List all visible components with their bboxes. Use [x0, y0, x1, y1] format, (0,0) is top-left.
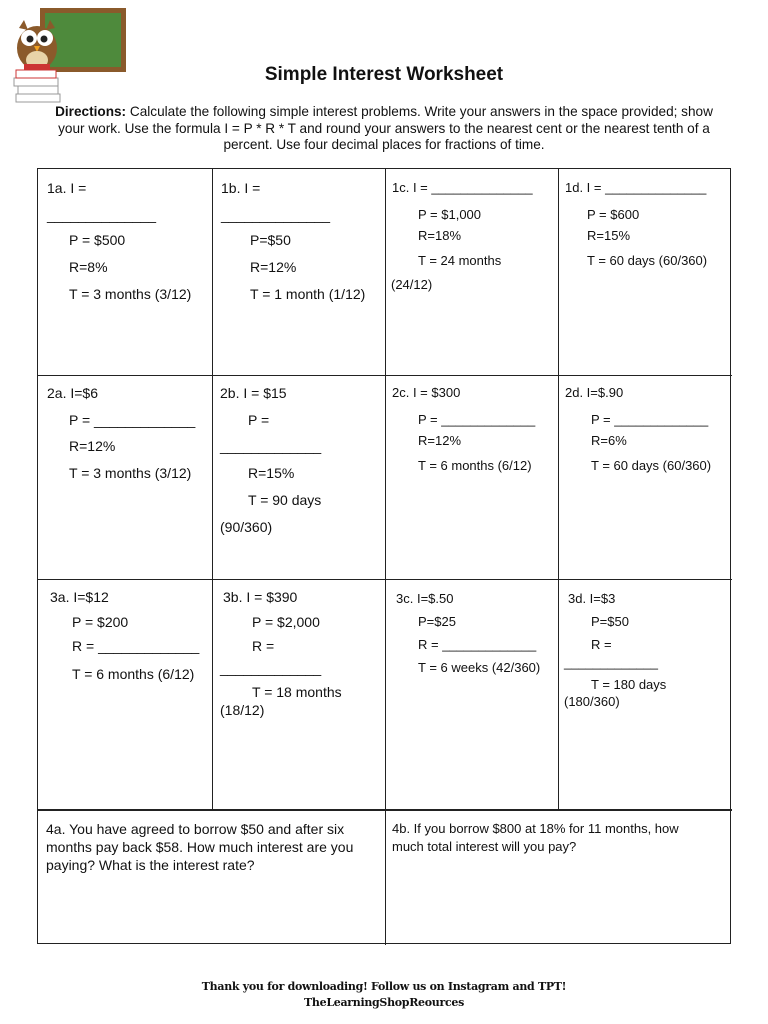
problem-1d-principal: P = $600 [587, 207, 640, 222]
problem-2c [386, 376, 558, 579]
problem-1b-rate: R=12% [250, 259, 297, 275]
problem-2b-rate: R=15% [248, 465, 295, 481]
problem-1b-principal: P=$50 [250, 232, 291, 248]
problem-3b-rate: R = [252, 638, 275, 654]
problem-1a-principal: P = $500 [69, 232, 126, 248]
problem-3b-principal: P = $2,000 [252, 614, 320, 630]
problem-1c-rate: R=18% [418, 228, 461, 243]
problem-2a-principal-blank[interactable]: P = _____________ [69, 412, 196, 428]
footer-line1: Thank you for downloading! Follow us on Instagram and TPT! [201, 980, 567, 993]
problem-2b-time: T = 90 days [248, 492, 322, 508]
problem-2d-line1: 2d. I=$.90 [565, 385, 624, 400]
page-title: Simple Interest Worksheet [264, 64, 504, 85]
problem-1b-time: T = 1 month (1/12) [250, 286, 366, 302]
problem-1c-line1[interactable]: 1c. I = ______________ [392, 180, 533, 195]
footer-line2: TheLearningShopReources [304, 996, 464, 1009]
directions-label: Directions: [55, 104, 127, 119]
problem-2c-rate: R=12% [418, 433, 461, 448]
problem-2c-line1: 2c. I = $300 [392, 385, 461, 400]
problem-3d-rate-blank[interactable]: _____________ [564, 655, 658, 670]
problem-1c [386, 169, 558, 375]
problem-3a [38, 580, 212, 809]
problem-1a-rate: R=8% [69, 259, 108, 275]
problem-3d-rate: R = [591, 637, 612, 652]
worksheet-table [37, 168, 731, 944]
problem-1b-answer-blank[interactable]: ______________ [221, 207, 331, 223]
problem-2b-time-fraction: (90/360) [220, 519, 273, 535]
problem-2d-rate: R=6% [591, 433, 627, 448]
problem-2a [38, 376, 212, 579]
problem-3b [213, 580, 385, 809]
problem-2d [559, 376, 732, 579]
problem-3d-line1: 3d. I=$3 [568, 591, 616, 606]
problem-1a-line1: 1a. I = [47, 180, 87, 196]
problem-4b [386, 811, 732, 945]
problem-3c [386, 580, 558, 809]
problem-2c-principal-blank[interactable]: P = _____________ [418, 412, 536, 427]
problem-1c-time: T = 24 months [418, 253, 502, 268]
problem-3b-line1: 3b. I = $390 [223, 589, 298, 605]
problem-3c-rate-blank[interactable]: R = _____________ [418, 637, 537, 652]
problem-3c-time: T = 6 weeks (42/360) [418, 660, 541, 675]
owl-chalkboard-logo [10, 6, 130, 112]
problem-1b-line1: 1b. I = [221, 180, 261, 196]
problem-1d [559, 169, 732, 375]
problem-3b-time: T = 18 months [252, 684, 342, 700]
problem-1c-principal: P = $1,000 [418, 207, 482, 222]
directions [46, 104, 722, 154]
problem-4a [38, 811, 385, 945]
problem-2c-time: T = 6 months (6/12) [418, 458, 532, 473]
problem-1a-answer-blank[interactable]: ______________ [47, 207, 157, 223]
problem-1a [38, 169, 212, 375]
problem-3b-rate-blank[interactable]: _____________ [220, 660, 322, 676]
problem-3c-principal: P=$25 [418, 614, 456, 629]
problem-1c-time-fraction: (24/12) [391, 277, 433, 292]
problem-2a-line1: 2a. I=$6 [47, 385, 98, 401]
problem-4a-text: 4a. You have agreed to borrow $50 and after six months pay back $58. How much interest are you paying? What is the interest rate? [46, 821, 354, 873]
problem-3c-line1: 3c. I=$.50 [396, 591, 454, 606]
problem-2a-time: T = 3 months (3/12) [69, 465, 192, 481]
problem-1b [213, 169, 385, 375]
problem-2a-rate: R=12% [69, 438, 116, 454]
problem-1a-time: T = 3 months (3/12) [69, 286, 192, 302]
problem-2b-principal-blank[interactable]: _____________ [220, 438, 322, 454]
problem-3a-rate-blank[interactable]: R = _____________ [72, 638, 200, 654]
problem-2b [213, 376, 385, 579]
problem-2d-principal-blank[interactable]: P = _____________ [591, 412, 709, 427]
problem-2d-time: T = 60 days (60/360) [591, 458, 712, 473]
problem-2b-line1: 2b. I = $15 [220, 385, 287, 401]
problem-1d-time: T = 60 days (60/360) [587, 253, 708, 268]
problem-3b-time-fraction: (18/12) [220, 702, 265, 718]
problem-2b-principal: P = [248, 412, 270, 428]
problem-3a-time: T = 6 months (6/12) [72, 666, 195, 682]
problem-3d-principal: P=$50 [591, 614, 629, 629]
problem-3d-time: T = 180 days [591, 677, 667, 692]
problem-1d-line1[interactable]: 1d. I = ______________ [565, 180, 707, 195]
problem-4b-text: 4b. If you borrow $800 at 18% for 11 months, how much total interest will you pay? [392, 821, 679, 854]
problem-3a-line1: 3a. I=$12 [50, 589, 109, 605]
problem-3d [559, 580, 732, 809]
problem-1d-rate: R=15% [587, 228, 630, 243]
directions-text: Calculate the following simple interest problems. Write your answers in the space provided; show your work. Use the formula I = P * R * T and round your answers to the nearest cent or the nearest tenth of a percent. Use four decimal places for fractions of time. [58, 104, 713, 153]
problem-3d-time-fraction: (180/360) [564, 694, 620, 709]
problem-3a-principal: P = $200 [72, 614, 129, 630]
